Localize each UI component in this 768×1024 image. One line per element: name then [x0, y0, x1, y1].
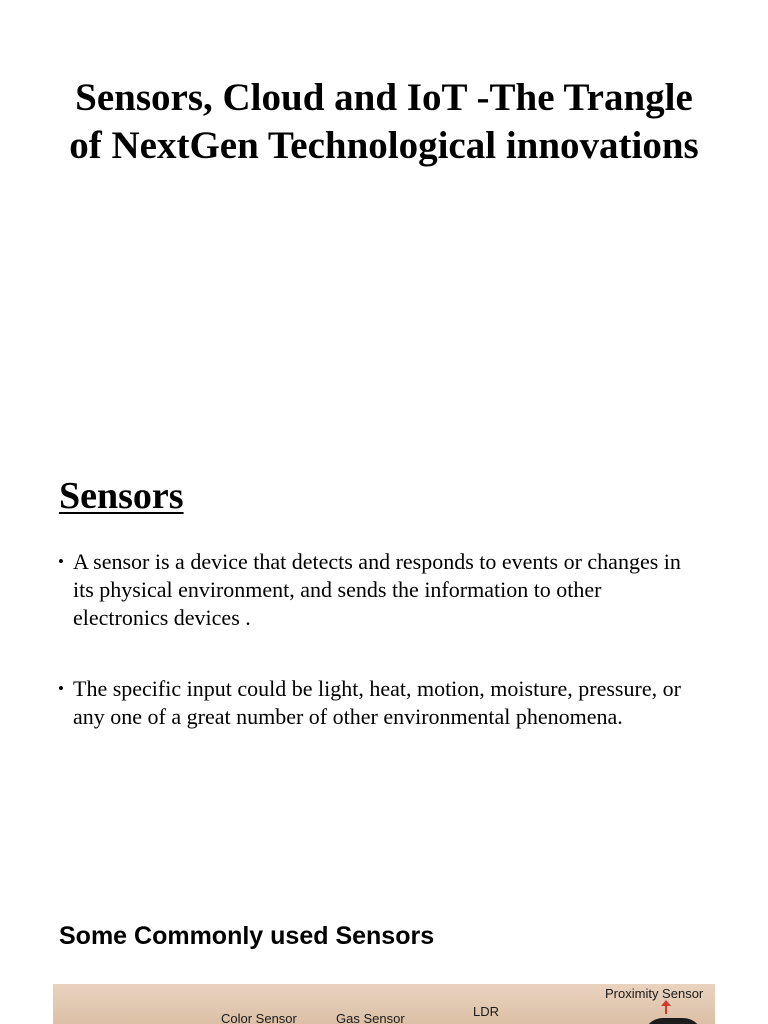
bullet-item [58, 675, 698, 731]
proximity-sensor-label: Proximity Sensor [605, 986, 704, 1001]
ldr-label: LDR [473, 1004, 500, 1019]
sensors-photo [53, 984, 715, 1024]
arrow-up-icon [665, 1004, 667, 1014]
bullet-dot-icon: • [58, 552, 64, 571]
proximity-sensor-device [643, 1018, 703, 1024]
bullet-text: A sensor is a device that detects and responds to events or changes in its physical environment, and sends the information to other electronics devices . [73, 549, 681, 630]
bullet-dot-icon: • [58, 679, 64, 698]
gas-sensor-label: Gas Sensor [336, 1011, 405, 1024]
bullet-text: The specific input could be light, heat, motion, moisture, pressure, or any one of a great number of other environmental phenomena. [73, 676, 681, 729]
color-sensor-label: Color Sensor [221, 1011, 297, 1024]
bullet-item [58, 548, 698, 632]
section-heading-sensors: Sensors [59, 475, 184, 517]
common-sensors-heading: Some Commonly used Sensors [59, 922, 435, 950]
slide-title: Sensors, Cloud and IoT -The Trangle of NextGen Technological innovations [69, 76, 699, 167]
sensor-definition-list [58, 548, 698, 731]
